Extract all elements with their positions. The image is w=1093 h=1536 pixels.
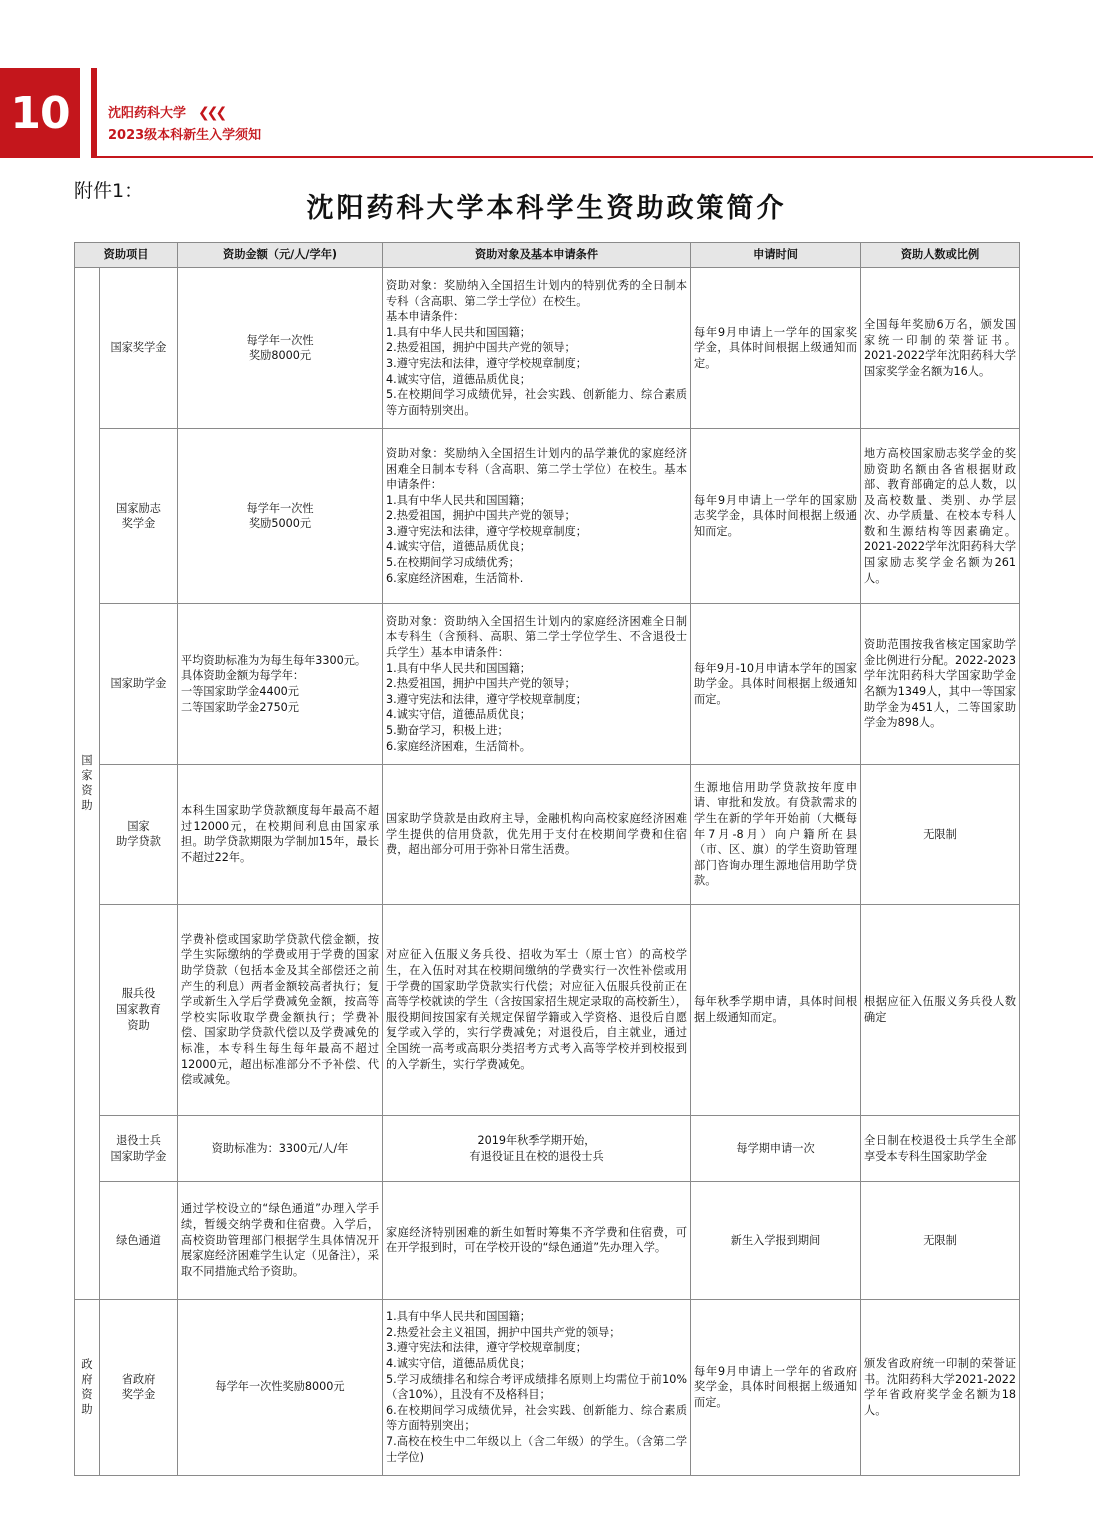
quota-cell: 资助范围按我省核定国家助学金比例进行分配。2022-2023学年沈阳药科大学国家助学金名额为1349人，其中一等国家助学金为451人，二等国家助学金为898人。	[861, 603, 1020, 764]
amount-cell: 每学年一次性奖励8000元	[178, 1299, 383, 1476]
header-divider	[91, 156, 1093, 158]
header-amount: 资助金额（元/人/学年)	[178, 243, 383, 268]
time-cell: 每年9月申请上一学年的国家奖学金，具体时间根据上级通知而定。	[691, 268, 861, 429]
table-row	[75, 765, 1020, 904]
header-conditions: 资助对象及基本申请条件	[383, 243, 691, 268]
conditions-cell: 1.具有中华人民共和国国籍； 2.热爱社会主义祖国，拥护中国共产党的领导； 3.遵守宪法和法律，遵守学校规章制度； 4.诚实守信，道德品质优良； 5.学习成绩排名和综合考评成绩排名原则上均需位于前10%（含10%），且没有不及格科目； 6.在校期间学习成绩优异，社会实践、创新能力、综合素质等方面特别突出； 7.高校在校生中二年级以上（含二年级）的学生。（含第二学士学位)	[383, 1299, 691, 1476]
category-government: 政府资助	[75, 1299, 100, 1476]
header-accent-bar	[91, 68, 97, 158]
amount-cell: 通过学校设立的“绿色通道”办理入学手续，暂缓交纳学费和住宿费。入学后，高校资助管理部门根据学生具体情况开展家庭经济困难学生认定（见备注），采取不同措施式给予资助。	[178, 1182, 383, 1299]
amount-cell: 平均资助标准为为每生每年3300元。 具体资助金额为每学年： 一等国家助学金4400元 二等国家助学金2750元	[178, 603, 383, 764]
quota-cell: 全日制在校退役士兵学生全部享受本专科生国家助学金	[861, 1116, 1020, 1182]
quota-cell: 颁发省政府统一印制的荣誉证书。沈阳药科大学2021-2022学年省政府奖学金名额为18人。	[861, 1299, 1020, 1476]
table-row	[75, 1182, 1020, 1299]
quota-cell: 无限制	[861, 765, 1020, 904]
policy-table	[74, 242, 1020, 1476]
item-cell: 绿色通道	[100, 1182, 178, 1299]
item-cell: 国家奖学金	[100, 268, 178, 429]
quota-cell: 无限制	[861, 1182, 1020, 1299]
conditions-cell: 对应征入伍服义务兵役、招收为军士（原士官）的高校学生，在入伍时对其在校期间缴纳的学费实行一次性补偿或用于学费的国家助学贷款实行代偿；对应征入伍服兵役前正在高等学校就读的学生（含按国家招生规定录取的高校新生），服役期间按国家有关规定保留学籍或入学资格、退役后自愿复学或入学的，实行学费减免；对退役后，自主就业，通过全国统一高考或高职分类招考方式考入高等学校并到校报到的入学新生，实行学费减免。	[383, 904, 691, 1116]
conditions-cell: 国家助学贷款是由政府主导，金融机构向高校家庭经济困难学生提供的信用贷款，优先用于支付在校期间学费和住宿费，超出部分可用于弥补日常生活费。	[383, 765, 691, 904]
conditions-cell: 家庭经济特别困难的新生如暂时筹集不齐学费和住宿费，可在开学报到时，可在学校开设的“绿色通道”先办理入学。	[383, 1182, 691, 1299]
item-cell: 国家 助学贷款	[100, 765, 178, 904]
page-number-badge: 10	[0, 68, 80, 158]
item-cell: 服兵役 国家教育 资助	[100, 904, 178, 1116]
amount-cell: 每学年一次性 奖励5000元	[178, 429, 383, 603]
quota-cell: 地方高校国家励志奖学金的奖励资助名额由各省根据财政部、教育部确定的总人数，以及高校数量、类别、办学层次、办学质量、在校本专科人数和生源结构等因素确定。2021-2022学年沈阳药科大学国家励志奖学金名额为261人。	[861, 429, 1020, 603]
quota-cell: 根据应征入伍服义务兵役人数确定	[861, 904, 1020, 1116]
item-cell: 省政府 奖学金	[100, 1299, 178, 1476]
time-cell: 每年9月申请上一学年的省政府奖学金，具体时间根据上级通知而定。	[691, 1299, 861, 1476]
table-row	[75, 603, 1020, 764]
table-row	[75, 904, 1020, 1116]
header-subtitle: 2023级本科新生入学须知	[108, 128, 262, 143]
conditions-cell: 资助对象：资助纳入全国招生计划内的家庭经济困难全日制本专科生（含预科、高职、第二学士学位学生、不含退役士兵学生）基本申请条件： 1.具有中华人民共和国国籍； 2.热爱祖国，拥护中国共产党的领导； 3.遵守宪法和法律，遵守学校规章制度； 4.诚实守信，道德品质优良； 5.勤奋学习，积极上进； 6.家庭经济困难，生活简朴。	[383, 603, 691, 764]
header-item: 资助项目	[75, 243, 178, 268]
item-cell: 退役士兵 国家助学金	[100, 1116, 178, 1182]
amount-cell: 学费补偿或国家助学贷款代偿金额，按学生实际缴纳的学费或用于学费的国家助学贷款（包括本金及其全部偿还之前产生的利息）两者金额较高者执行；复学或新生入学后学费减免金额，按高等学校实际收取学费金额执行；学费补偿、国家助学贷款代偿以及学费减免的标准，本专科生每生每年最高不超过12000元，超出标准部分不予补偿、代偿或减免。	[178, 904, 383, 1116]
conditions-cell: 2019年秋季学期开始， 有退役证且在校的退役士兵	[383, 1116, 691, 1182]
conditions-cell: 资助对象：奖励纳入全国招生计划内的特别优秀的全日制本专科（含高职、第二学士学位）在校生。 基本申请条件： 1.具有中华人民共和国国籍； 2.热爱祖国，拥护中国共产党的领导； 3.遵守宪法和法律，遵守学校规章制度； 4.诚实守信，道德品质优良； 5.在校期间学习成绩优异，社会实践、创新能力、综合素质等方面特别突出。	[383, 268, 691, 429]
time-cell: 每学期申请一次	[691, 1116, 861, 1182]
chevron-left-icon: ❮❮❮	[198, 105, 225, 121]
amount-cell: 资助标准为：3300元/人/年	[178, 1116, 383, 1182]
table-header-row	[75, 243, 1020, 268]
conditions-cell: 资助对象：奖励纳入全国招生计划内的品学兼优的家庭经济困难全日制本专科（含高职、第二学士学位）在校生。基本申请条件： 1.具有中华人民共和国国籍； 2.热爱祖国，拥护中国共产党的领导； 3.遵守宪法和法律，遵守学校规章制度； 4.诚实守信，道德品质优良； 5.在校期间学习成绩优秀； 6.家庭经济困难，生活简朴.	[383, 429, 691, 603]
header-school: 沈阳药科大学	[108, 106, 187, 121]
amount-cell: 每学年一次性 奖励8000元	[178, 268, 383, 429]
header-quota: 资助人数或比例	[861, 243, 1020, 268]
table-row	[75, 1116, 1020, 1182]
item-cell: 国家励志 奖学金	[100, 429, 178, 603]
item-cell: 国家助学金	[100, 603, 178, 764]
table-row	[75, 429, 1020, 603]
amount-cell: 本科生国家助学贷款额度每年最高不超过12000元，在校期间利息由国家承担。助学贷款期限为学制加15年，最长不超过22年。	[178, 765, 383, 904]
time-cell: 新生入学报到期间	[691, 1182, 861, 1299]
header-school-line	[108, 102, 261, 125]
time-cell: 每年秋季学期申请，具体时间根据上级通知而定。	[691, 904, 861, 1116]
time-cell: 生源地信用助学贷款按年度申请、审批和发放。有贷款需求的学生在新的学年开始前（大概每年7月-8月）向户籍所在县（市、区、旗）的学生资助管理部门咨询办理生源地信用助学贷款。	[691, 765, 861, 904]
time-cell: 每年9月-10月申请本学年的国家助学金。具体时间根据上级通知而定。	[691, 603, 861, 764]
header-time: 申请时间	[691, 243, 861, 268]
quota-cell: 全国每年奖励6万名，颁发国家统一印制的荣誉证书。2021-2022学年沈阳药科大学国家奖学金名额为16人。	[861, 268, 1020, 429]
header-text	[108, 102, 261, 147]
document-title: 沈阳药科大学本科学生资助政策简介	[306, 193, 787, 224]
category-national: 国家资助	[75, 268, 100, 1300]
table-row	[75, 1299, 1020, 1476]
attachment-label: 附件1：	[74, 180, 144, 202]
table-row	[75, 268, 1020, 429]
time-cell: 每年9月申请上一学年的国家励志奖学金，具体时间根据上级通知而定。	[691, 429, 861, 603]
